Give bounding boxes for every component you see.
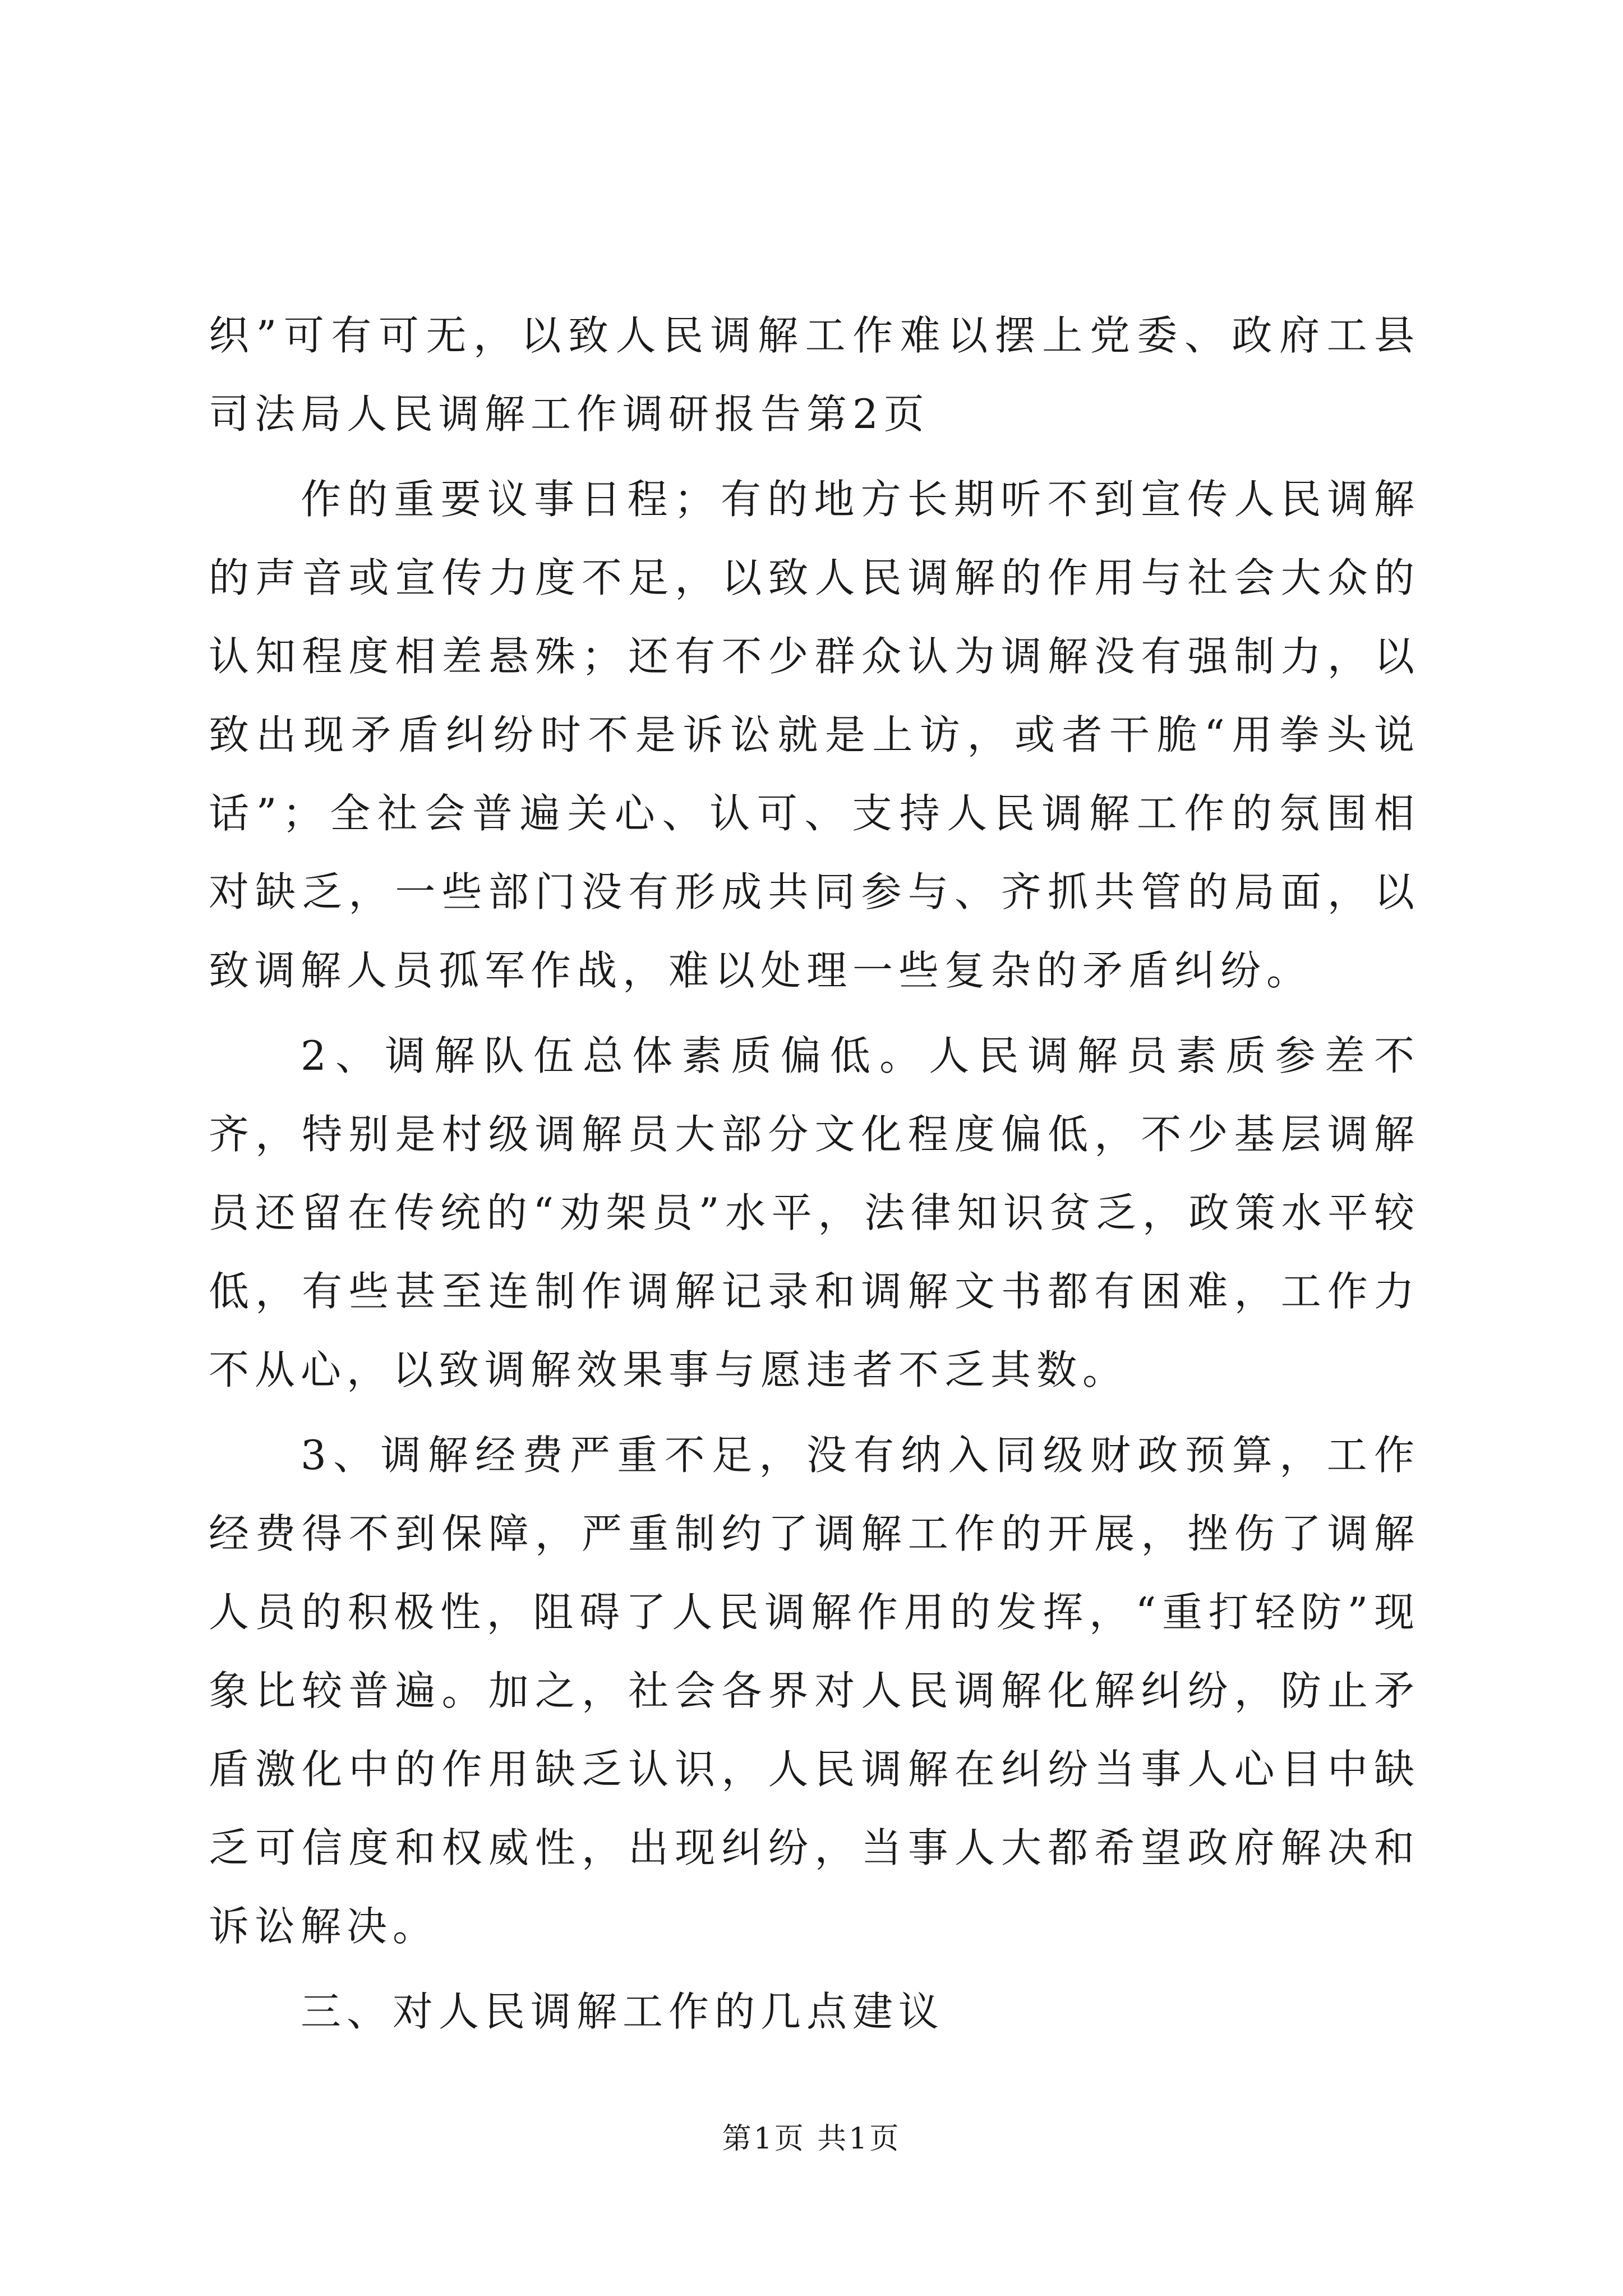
section-heading-suggestions: 三、对人民调解工作的几点建议 — [301, 1988, 945, 2035]
paragraph-team-quality: 2、调解队伍总体素质偏低。人民调解员素质参差不齐，特别是村级调解员大部分文化程度偏低，不少基层调解员还留在传统的“劝架员”水平，法律知识贫乏，政策水平较低，有些甚至连制作调解记录和调解文书都有困难，工作力不从心，以致调解效果事与愿违者不乏其数。 — [209, 1032, 1420, 1393]
document-body — [209, 296, 1420, 2051]
page-footer: 第1页 共1页 — [722, 2122, 901, 2156]
paragraph-funding: 3、调解经费严重不足，没有纳入同级财政预算，工作经费得不到保障，严重制约了调解工作的开展，挫伤了调解人员的积极性，阻碍了人民调解作用的发挥，“重打轻防”现象比较普遍。加之，社会各界对人民调解化解纠纷，防止矛盾激化中的作用缺乏认识，人民调解在纠纷当事人心目中缺乏可信度和权威性，出现纠纷，当事人大都希望政府解决和诉讼解决。 — [209, 1432, 1420, 1950]
paragraph-continuation: 织”可有可无，以致人民调解工作难以摆上党委、政府工县司法局人民调解工作调研报告第2页 — [209, 312, 1420, 438]
paragraph-publicity: 作的重要议事日程；有的地方长期听不到宣传人民调解的声音或宣传力度不足，以致人民调解的作用与社会大众的认知程度相差悬殊；还有不少群众认为调解没有强制力，以致出现矛盾纠纷时不是诉讼就是上访，或者干脆“用拳头说话”；全社会普遍关心、认可、支持人民调解工作的氛围相对缺乏，一些部门没有形成共同参与、齐抓共管的局面，以致调解人员孤军作战，难以处理一些复杂的矛盾纠纷。 — [209, 476, 1420, 994]
